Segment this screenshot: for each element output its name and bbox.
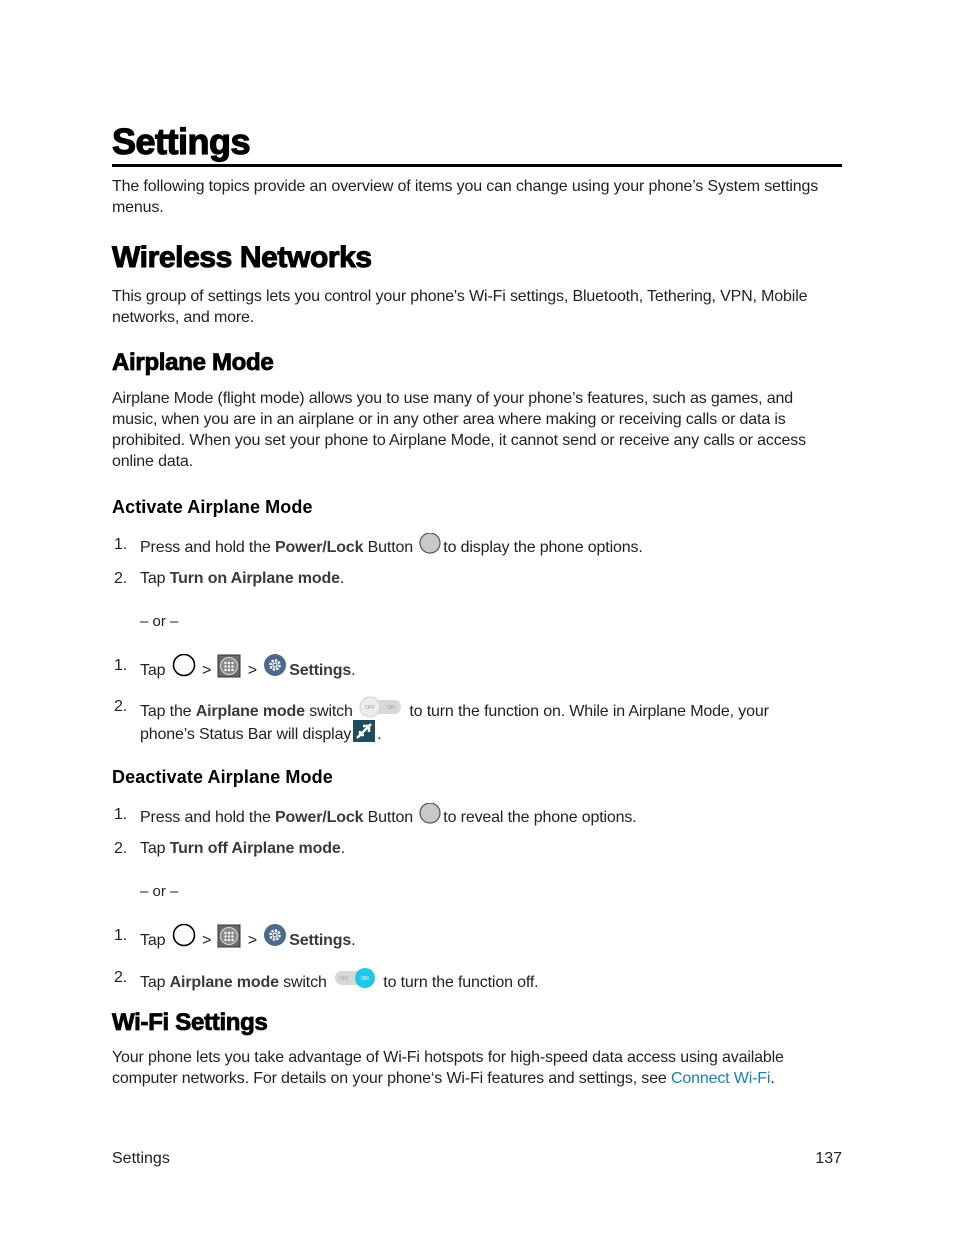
- settings-gear-icon: [263, 654, 287, 686]
- heading-deactivate-airplane: Deactivate Airplane Mode: [112, 767, 333, 787]
- wireless-paragraph: This group of settings lets you control your phone's Wi-Fi settings, Bluetooth, Tethering, VPN, Mobile networks, and more.: [112, 288, 808, 326]
- or-divider: – or –: [140, 883, 179, 900]
- connect-wifi-link[interactable]: Connect Wi-Fi: [670, 1070, 771, 1087]
- svg-text:ON: ON: [361, 976, 369, 982]
- power-button-icon: [419, 533, 441, 563]
- section-heading-airplane: Airplane Mode: [112, 349, 274, 376]
- title-rule: [112, 164, 842, 167]
- intro-paragraph: The following topics provide an overview of items you can change using your phone’s System settings menus.: [112, 178, 819, 216]
- wifi-paragraph: Your phone lets you take advantage of Wi-Fi hotspots for high-speed data access using available computer networks. For details on your phone‘s Wi-Fi features and settings, see Connect Wi-Fi.: [112, 1049, 784, 1087]
- home-button-icon: [172, 924, 196, 956]
- svg-text:OFF: OFF: [365, 705, 375, 711]
- heading-activate-airplane: Activate Airplane Mode: [112, 497, 313, 517]
- apps-icon: [217, 654, 241, 686]
- airplane-mode-icon: [353, 720, 375, 750]
- power-button-icon: [419, 803, 441, 833]
- home-button-icon: [172, 654, 196, 686]
- svg-text:OFF: OFF: [339, 976, 349, 982]
- settings-gear-icon: [263, 924, 287, 956]
- or-divider: – or –: [140, 613, 179, 630]
- footer-page-number: 137: [815, 1150, 842, 1167]
- footer-section-name: Settings: [112, 1150, 170, 1167]
- airplane-paragraph: Airplane Mode (flight mode) allows you to use many of your phone’s features, such as games, and music, when you are in an airplane or in any other area where making or receiving calls or data is prohibited. When you set your phone to Airplane Mode, it cannot send or receive any calls or access online data.: [112, 390, 806, 470]
- section-heading-wireless: Wireless Networks: [112, 241, 372, 274]
- toggle-switch-on-icon: [333, 966, 377, 998]
- svg-text:ON: ON: [387, 705, 395, 711]
- section-heading-wifi: Wi-Fi Settings: [112, 1009, 268, 1036]
- apps-icon: [217, 924, 241, 956]
- page-title: Settings: [112, 121, 251, 162]
